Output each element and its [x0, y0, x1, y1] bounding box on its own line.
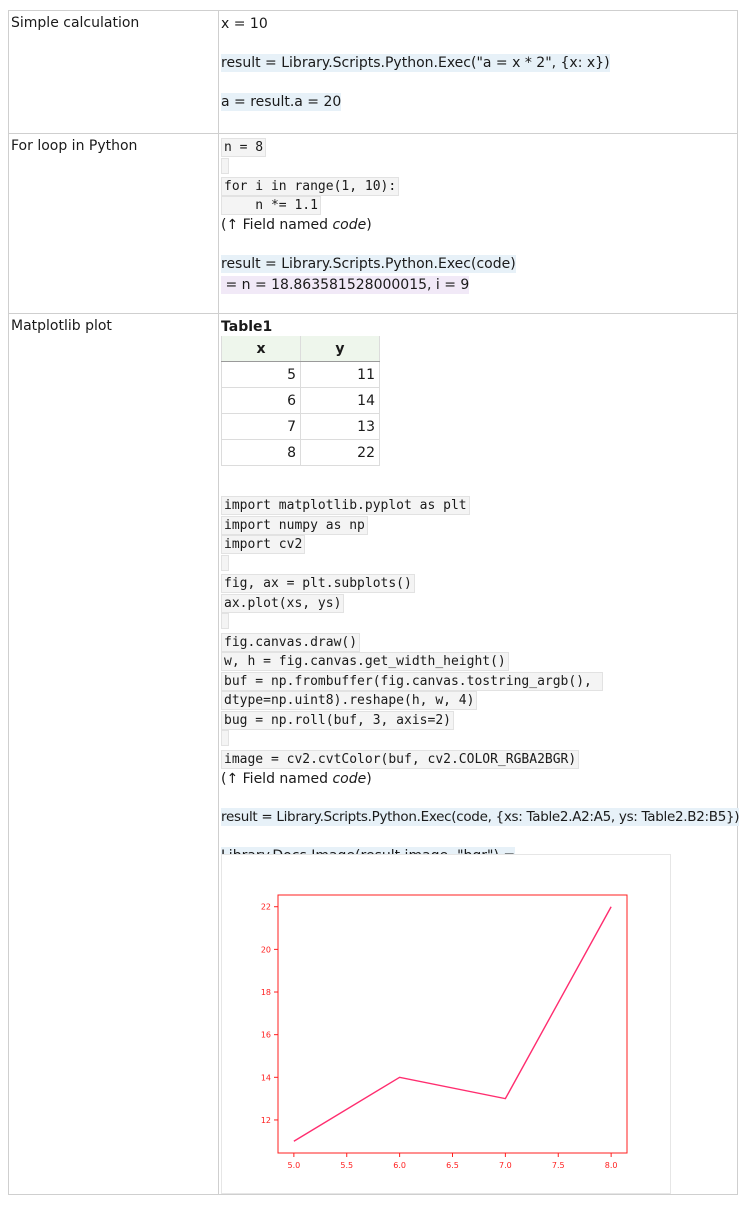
row-label: Simple calculation	[11, 15, 140, 31]
table-row	[222, 440, 380, 466]
x-tick-label: 8.0	[604, 1161, 618, 1170]
table-cell[interactable]: 14	[301, 388, 380, 414]
code-line-empty[interactable]	[221, 730, 229, 746]
formula-line[interactable]: result = Library.Scripts.Python.Exec(code)	[221, 256, 516, 272]
column-divider	[218, 11, 219, 133]
y-tick-label: 22	[260, 902, 271, 912]
table-row	[9, 11, 737, 133]
code-line[interactable]: for i in range(1, 10):	[221, 177, 399, 196]
document-table	[8, 10, 738, 1195]
data-table[interactable]	[221, 336, 380, 466]
x-tick-label: 5.5	[340, 1161, 354, 1170]
table-cell[interactable]: 11	[301, 362, 380, 388]
x-tick-label: 7.5	[551, 1161, 565, 1170]
field-note	[221, 770, 372, 788]
table-row	[222, 388, 380, 414]
formula-line[interactable]: x = 10	[221, 16, 268, 32]
field-note-prefix: (↑ Field named	[221, 217, 333, 233]
field-note-suffix: )	[366, 771, 372, 787]
column-header[interactable]: y	[301, 336, 380, 362]
line-chart	[222, 855, 670, 1193]
field-note-name: code	[332, 217, 367, 233]
code-line[interactable]: fig.canvas.draw()	[221, 633, 360, 652]
table-cell[interactable]: 7	[222, 414, 301, 440]
code-line[interactable]: import cv2	[221, 535, 305, 554]
formula-line[interactable]: a = result.a = 20	[221, 94, 342, 110]
x-tick-label: 6.0	[393, 1161, 406, 1170]
code-line[interactable]: image = cv2.cvtColor(buf, cv2.COLOR_RGBA2BGR)	[221, 750, 579, 769]
x-tick-label: 5.0	[287, 1161, 301, 1170]
code-line[interactable]: dtype=np.uint8).reshape(h, w, 4)	[221, 691, 477, 710]
y-tick-label: 14	[260, 1073, 271, 1083]
formula-cell[interactable]	[221, 11, 737, 133]
y-tick-label: 20	[260, 945, 271, 955]
code-line[interactable]: n *= 1.1	[221, 196, 321, 215]
table-title[interactable]: Table1	[221, 319, 273, 335]
x-tick-label: 6.5	[446, 1161, 459, 1170]
table-row	[222, 362, 380, 388]
field-note-suffix: )	[366, 217, 372, 233]
x-tick-label: 7.0	[499, 1161, 512, 1170]
plot-frame	[278, 895, 627, 1153]
code-line[interactable]: w, h = fig.canvas.get_width_height()	[221, 652, 509, 671]
table-row	[222, 414, 380, 440]
formula-cell[interactable]	[221, 134, 737, 313]
code-line[interactable]: fig, ax = plt.subplots()	[221, 574, 415, 593]
column-header[interactable]: x	[222, 336, 301, 362]
code-line-empty[interactable]	[221, 555, 229, 571]
field-note-prefix: (↑ Field named	[221, 771, 333, 787]
plot-image	[221, 854, 671, 1194]
code-line[interactable]: bug = np.roll(buf, 3, axis=2)	[221, 711, 454, 730]
table-cell[interactable]: 8	[222, 440, 301, 466]
table-cell[interactable]: 22	[301, 440, 380, 466]
code-line-empty[interactable]	[221, 158, 229, 174]
code-line[interactable]: import matplotlib.pyplot as plt	[221, 496, 470, 515]
result-line[interactable]: = n = 18.863581528000015, i = 9	[221, 277, 470, 293]
code-line[interactable]: buf = np.frombuffer(fig.canvas.tostring_argb(),	[221, 672, 603, 691]
column-divider	[218, 314, 219, 1195]
y-tick-label: 18	[260, 988, 271, 998]
code-line-empty[interactable]	[221, 613, 229, 629]
y-tick-label: 16	[260, 1030, 271, 1040]
field-note-name: code	[332, 771, 367, 787]
y-tick-label: 12	[260, 1115, 271, 1125]
code-line[interactable]: ax.plot(xs, ys)	[221, 594, 344, 613]
code-line[interactable]: n = 8	[221, 138, 266, 157]
row-label: Matplotlib plot	[11, 318, 112, 334]
field-note	[221, 216, 372, 234]
formula-line[interactable]: result = Library.Scripts.Python.Exec(code, {xs: Table2.A2:A5, ys: Table2.B2:B5})	[221, 809, 740, 825]
column-divider	[218, 134, 219, 313]
formula-line[interactable]: result = Library.Scripts.Python.Exec("a = x * 2", {x: x})	[221, 55, 610, 71]
table-cell[interactable]: 6	[222, 388, 301, 414]
table-row	[9, 133, 737, 313]
row-label: For loop in Python	[11, 138, 138, 154]
formula-cell[interactable]	[221, 314, 740, 1195]
series-line	[294, 907, 611, 1142]
table-row	[9, 313, 740, 1195]
code-line[interactable]: import numpy as np	[221, 516, 368, 535]
table-cell[interactable]: 5	[222, 362, 301, 388]
table-cell[interactable]: 13	[301, 414, 380, 440]
